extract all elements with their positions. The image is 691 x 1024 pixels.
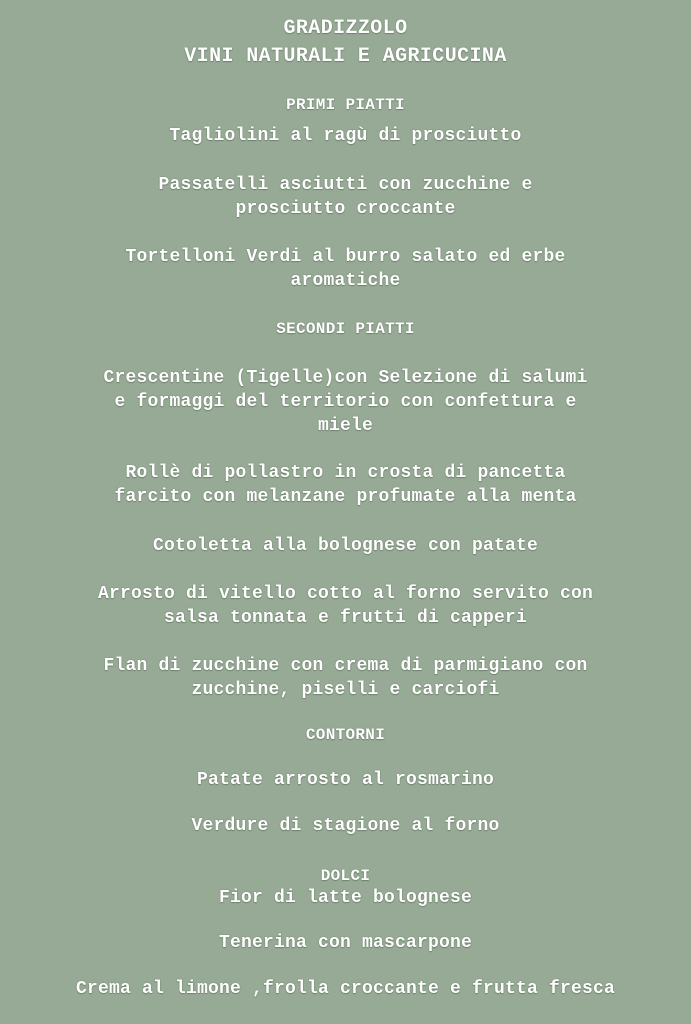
menu-item-line: aromatiche bbox=[290, 271, 401, 291]
restaurant-name: GRADIZZOLO bbox=[283, 17, 408, 40]
section-title-contorni: CONTORNI bbox=[305, 726, 386, 744]
section-title-primi: PRIMI PIATTI bbox=[286, 96, 405, 114]
menu-item-line: e formaggi del territorio con confettura e bbox=[114, 392, 577, 412]
menu-item-line: salsa tonnata e frutti di capperi bbox=[163, 608, 528, 628]
menu-item-line: Fior di latte bolognese bbox=[218, 888, 473, 908]
menu-item-line: Tortelloni Verdi al burro salato ed erbe bbox=[125, 247, 566, 267]
menu-item-line: Crescentine (Tigelle)con Selezione di salumi bbox=[103, 368, 588, 388]
menu-item-line: miele bbox=[317, 416, 373, 436]
menu-item-line: Passatelli asciutti con zucchine e bbox=[158, 175, 533, 195]
restaurant-subtitle: VINI NATURALI E AGRICUCINA bbox=[184, 45, 507, 68]
menu-item-line: Flan di zucchine con crema di parmigiano con bbox=[103, 656, 588, 676]
menu-item-line: Verdure di stagione al forno bbox=[191, 816, 500, 836]
menu-item-line: Rollè di pollastro in crosta di pancetta bbox=[125, 463, 566, 483]
section-title-secondi: SECONDI PIATTI bbox=[276, 320, 415, 338]
menu-item-line: Cotoletta alla bolognese con patate bbox=[152, 536, 539, 556]
menu-item-line: Tenerina con mascarpone bbox=[218, 933, 473, 953]
menu-item-line: prosciutto croccante bbox=[235, 199, 456, 219]
menu-item-line: Crema al limone ,frolla croccante e frutta fresca bbox=[75, 979, 616, 999]
menu-item-line: zucchine, piselli e carciofi bbox=[191, 680, 500, 700]
section-title-dolci: DOLCI bbox=[320, 867, 371, 885]
menu-item-line: Tagliolini al ragù di prosciutto bbox=[169, 126, 522, 146]
menu-item-line: Patate arrosto al rosmarino bbox=[196, 770, 495, 790]
menu-item-line: farcito con melanzane profumate alla menta bbox=[114, 487, 577, 507]
menu-item-line: Arrosto di vitello cotto al forno servito con bbox=[97, 584, 594, 604]
